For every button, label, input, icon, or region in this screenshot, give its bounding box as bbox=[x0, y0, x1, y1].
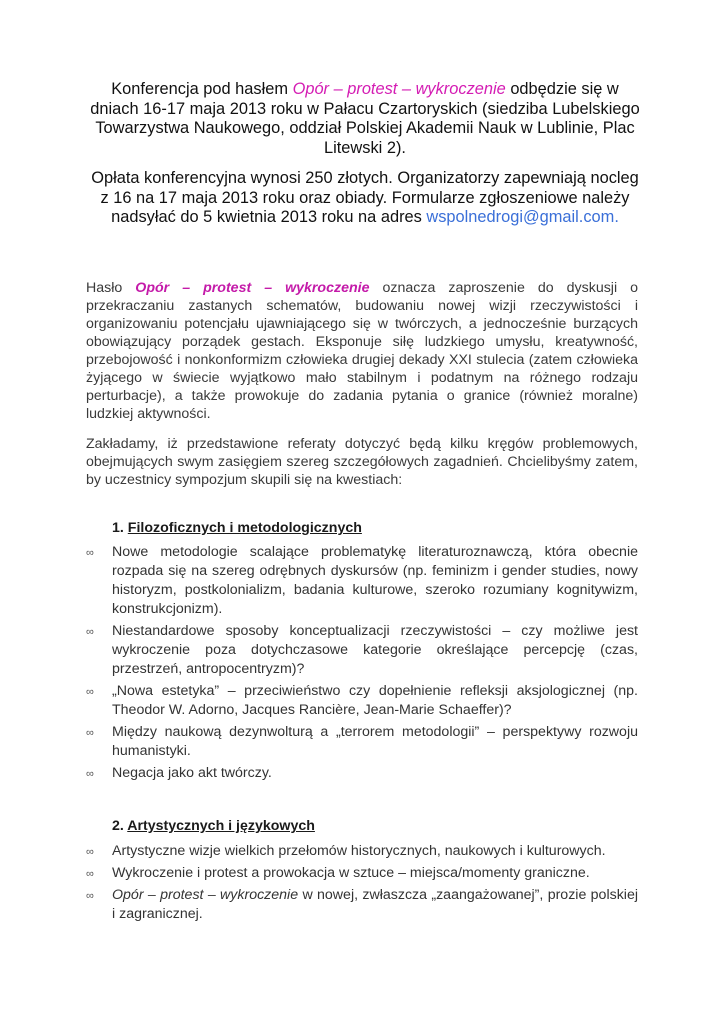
infinity-bullet-icon: ∞ bbox=[86, 868, 94, 880]
list-item-text: Niestandardowe sposoby konceptualizacji rzeczywistości – czy możliwe jest wykroczenie poza dotychczasowe kategorie określające percepcję (czas, przestrzeń, antropocentryzm)? bbox=[112, 623, 638, 677]
list-item-text: Nowe metodologie scalające problematykę literaturoznawczą, która obecnie rozpada się na szereg odrębnych dyskursów (np. feminizm i gender studies, nowy historyzm, postkolonializm, badania kulturowe, szeroko rozumiany kognitywizm, konstrukcjonizm). bbox=[112, 544, 638, 617]
section-1-title: Filozoficznych i metodologicznych bbox=[127, 520, 362, 536]
list-item bbox=[86, 764, 638, 783]
list-item bbox=[86, 543, 638, 619]
intro-text-pre: Konferencja pod hasłem bbox=[111, 80, 293, 98]
infinity-bullet-icon: ∞ bbox=[86, 626, 94, 638]
section-heading-1 bbox=[112, 520, 362, 536]
intro-text-post: odbędzie się w dniach 16-17 maja 2013 roku w Pałacu Czartoryskich (siedziba Lubelskiego Towarzystwa Naukowego, oddział Polskiej Akademii Nauk w Lublinie, Plac Litewski 2). bbox=[90, 80, 640, 157]
motto-paragraph-accent: Opór – protest – wykroczenie bbox=[135, 280, 370, 296]
section-2-list bbox=[86, 842, 638, 927]
list-item-text: Artystyczne wizje wielkich przełomów historycznych, naukowych i kulturowych. bbox=[112, 843, 606, 859]
infinity-bullet-icon: ∞ bbox=[86, 890, 94, 902]
motto-paragraph-body: oznacza zaproszenie do dyskusji o przekraczaniu zastanych schematów, budowaniu nowej wizji rzeczywistości i organizowaniu potencjału ujawniającego się w twórczych, a jednocześnie burzących obowiązujący porządek gestach. Eksponuje siłę ludzkiego umysłu, kreatywność, przebojowość i nonkonformizm człowieka drugiej dekady XXI stulecia (zatem człowieka żyjącego w świecie wyjątkowo mało stabilnym i podatnym na różnego rodzaju perturbacje), a także prowokuje do zadania pytania o granice (również moralne) ludzkiej aktywności. bbox=[86, 280, 639, 422]
section-1-number: 1. bbox=[112, 520, 128, 536]
intro-fee-info bbox=[90, 169, 640, 228]
list-item bbox=[86, 622, 638, 679]
infinity-bullet-icon: ∞ bbox=[86, 768, 94, 780]
list-item bbox=[86, 682, 638, 720]
infinity-bullet-icon: ∞ bbox=[86, 846, 94, 858]
list-item-text: „Nowa estetyka” – przeciwieństwo czy dopełnienie refleksji aksjologicznej (np. Theodor W. Adorno, Jacques Rancière, Jean-Marie Schaeffer)? bbox=[112, 683, 638, 718]
list-item-text: w nowej, zwłaszcza „zaangażowanej”, prozie polskiej i zagranicznej. bbox=[112, 887, 638, 922]
list-item bbox=[86, 886, 638, 924]
infinity-bullet-icon: ∞ bbox=[86, 727, 94, 739]
motto-paragraph-pre: Hasło bbox=[86, 280, 136, 296]
contact-email-link[interactable]: wspolnedrogi@gmail.com bbox=[426, 208, 615, 226]
infinity-bullet-icon: ∞ bbox=[86, 686, 94, 698]
section-heading-2 bbox=[112, 818, 315, 834]
topics-intro-paragraph: Zakładamy, iż przedstawione referaty dotyczyć będą kilku kręgów problemowych, obejmujących swym zasięgiem szereg szczegółowych zagadnień. Chcielibyśmy zatem, by uczestnicy sympozjum skupili się na kwestiach: bbox=[86, 436, 638, 488]
intro-announcement bbox=[90, 80, 640, 158]
conference-motto: Opór – protest – wykroczenie bbox=[292, 80, 506, 98]
list-item-text: Między naukową dezynwolturą a „terrorem metodologii” – perspektywy rozwoju humanistyki. bbox=[112, 724, 638, 759]
list-item bbox=[86, 864, 638, 883]
section-2-number: 2. bbox=[112, 818, 128, 834]
list-item-text: Negacja jako akt twórczy. bbox=[112, 765, 272, 781]
infinity-bullet-icon: ∞ bbox=[86, 547, 94, 559]
section-1-list bbox=[86, 543, 638, 786]
list-item-text: Wykroczenie i protest a prowokacja w sztuce – miejsca/momenty graniczne. bbox=[112, 865, 590, 881]
motto-paragraph bbox=[86, 279, 638, 423]
list-item bbox=[86, 723, 638, 761]
fee-text: Opłata konferencyjna wynosi 250 złotych. Organizatorzy zapewniają nocleg z 16 na 17 maja 2013 roku oraz obiady. Formularze zgłoszeniowe należy nadsyłać do 5 kwietnia 2013 roku na adres bbox=[91, 169, 639, 226]
fee-text-end: . bbox=[614, 208, 619, 226]
list-item bbox=[86, 842, 638, 861]
section-2-title: Artystycznych i językowych bbox=[127, 818, 315, 834]
list-item-accent: Opór – protest – wykroczenie bbox=[112, 887, 299, 903]
